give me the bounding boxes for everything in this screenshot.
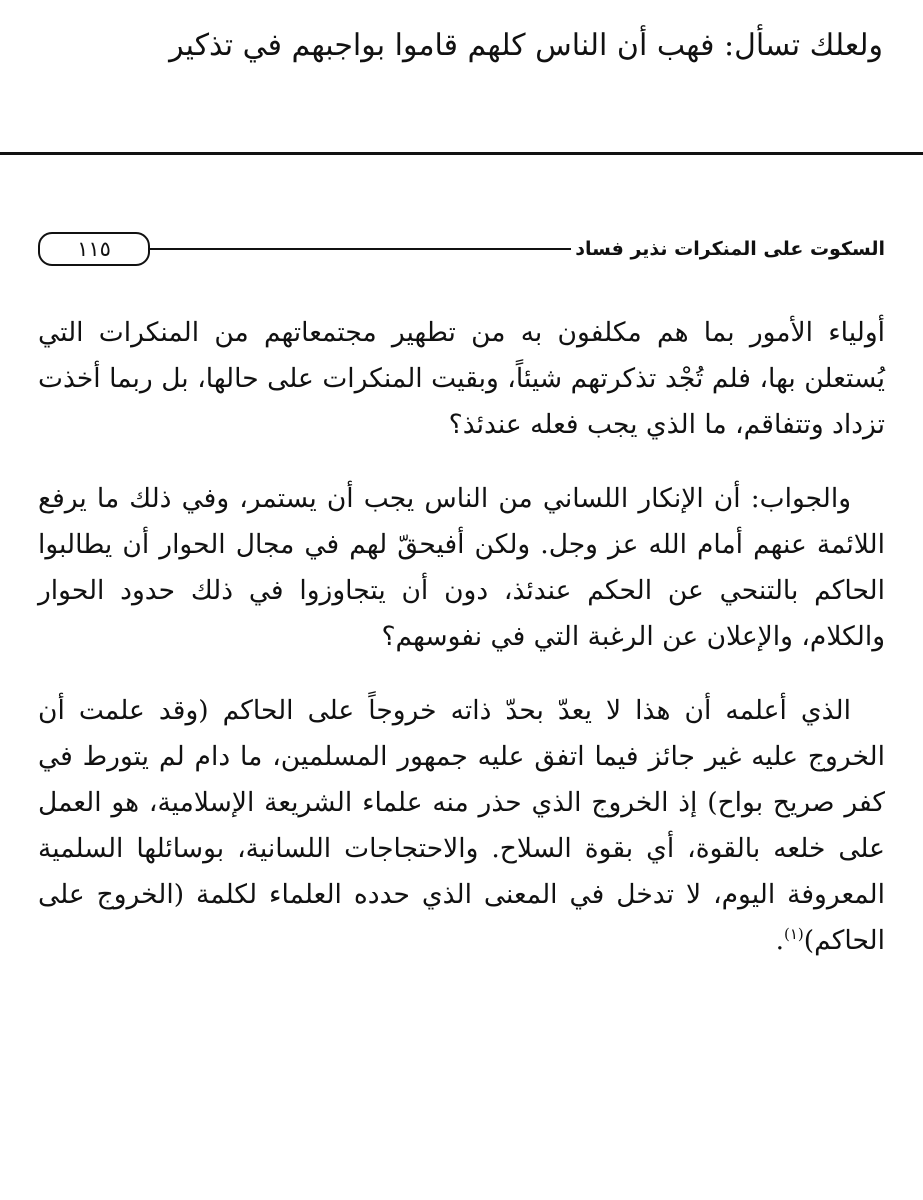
previous-page-fragment: ولعلك تسأل: فهب أن الناس كلهم قاموا بواجبهم في تذكير	[169, 28, 883, 63]
paragraph-ruling-ending: .	[775, 925, 784, 956]
paragraph-continuation: أولياء الأمور بما هم مكلفون به من تطهير مجتمعاتهم من المنكرات التي يُستعلن بها، فلم تُجْد تذكرتهم شيئاً، وبقيت المنكرات على حالها، بل ربما أخذت تزداد وتتفاقم، ما الذي يجب فعله عندئذ؟	[38, 317, 885, 440]
footnote-marker: (١)	[784, 925, 804, 944]
running-header	[38, 228, 885, 270]
page-separator-rule	[0, 152, 923, 155]
page-number: ١١٥	[38, 232, 150, 266]
paragraph-ruling	[38, 688, 885, 964]
paragraph-ruling-text: الذي أعلمه أن هذا لا يعدّ بحدّ ذاته خروجاً على الحاكم (وقد علمت أن الخروج عليه غير جائز فيما اتفق عليه جمهور المسلمين، ما دام لم يتورط في كفر صريح بواح) إذ الخروج الذي حذر منه علماء الشريعة الإسلامية، هو العمل على خلعه بالقوة، أي بقوة السلاح. والاحتجاجات اللسانية، بوسائلها السلمية المعروفة اليوم، لا تدخل في المعنى الذي حدده العلماء لكلمة (الخروج على الحاكم)	[38, 695, 885, 956]
running-title: السكوت على المنكرات نذير فساد	[575, 238, 885, 260]
paragraph-answer: والجواب: أن الإنكار اللساني من الناس يجب أن يستمر، وفي ذلك ما يرفع اللائمة عنهم أمام الله عز وجل. ولكن أفيحقّ لهم في مجال الحوار أن يطالبوا الحاكم بالتنحي عن الحكم عندئذ، دون أن يتجاوزوا في ذلك حدود الحوار والكلام، والإعلان عن الرغبة التي في نفوسهم؟	[38, 483, 885, 652]
body-text	[38, 310, 885, 964]
header-rule	[150, 248, 571, 250]
